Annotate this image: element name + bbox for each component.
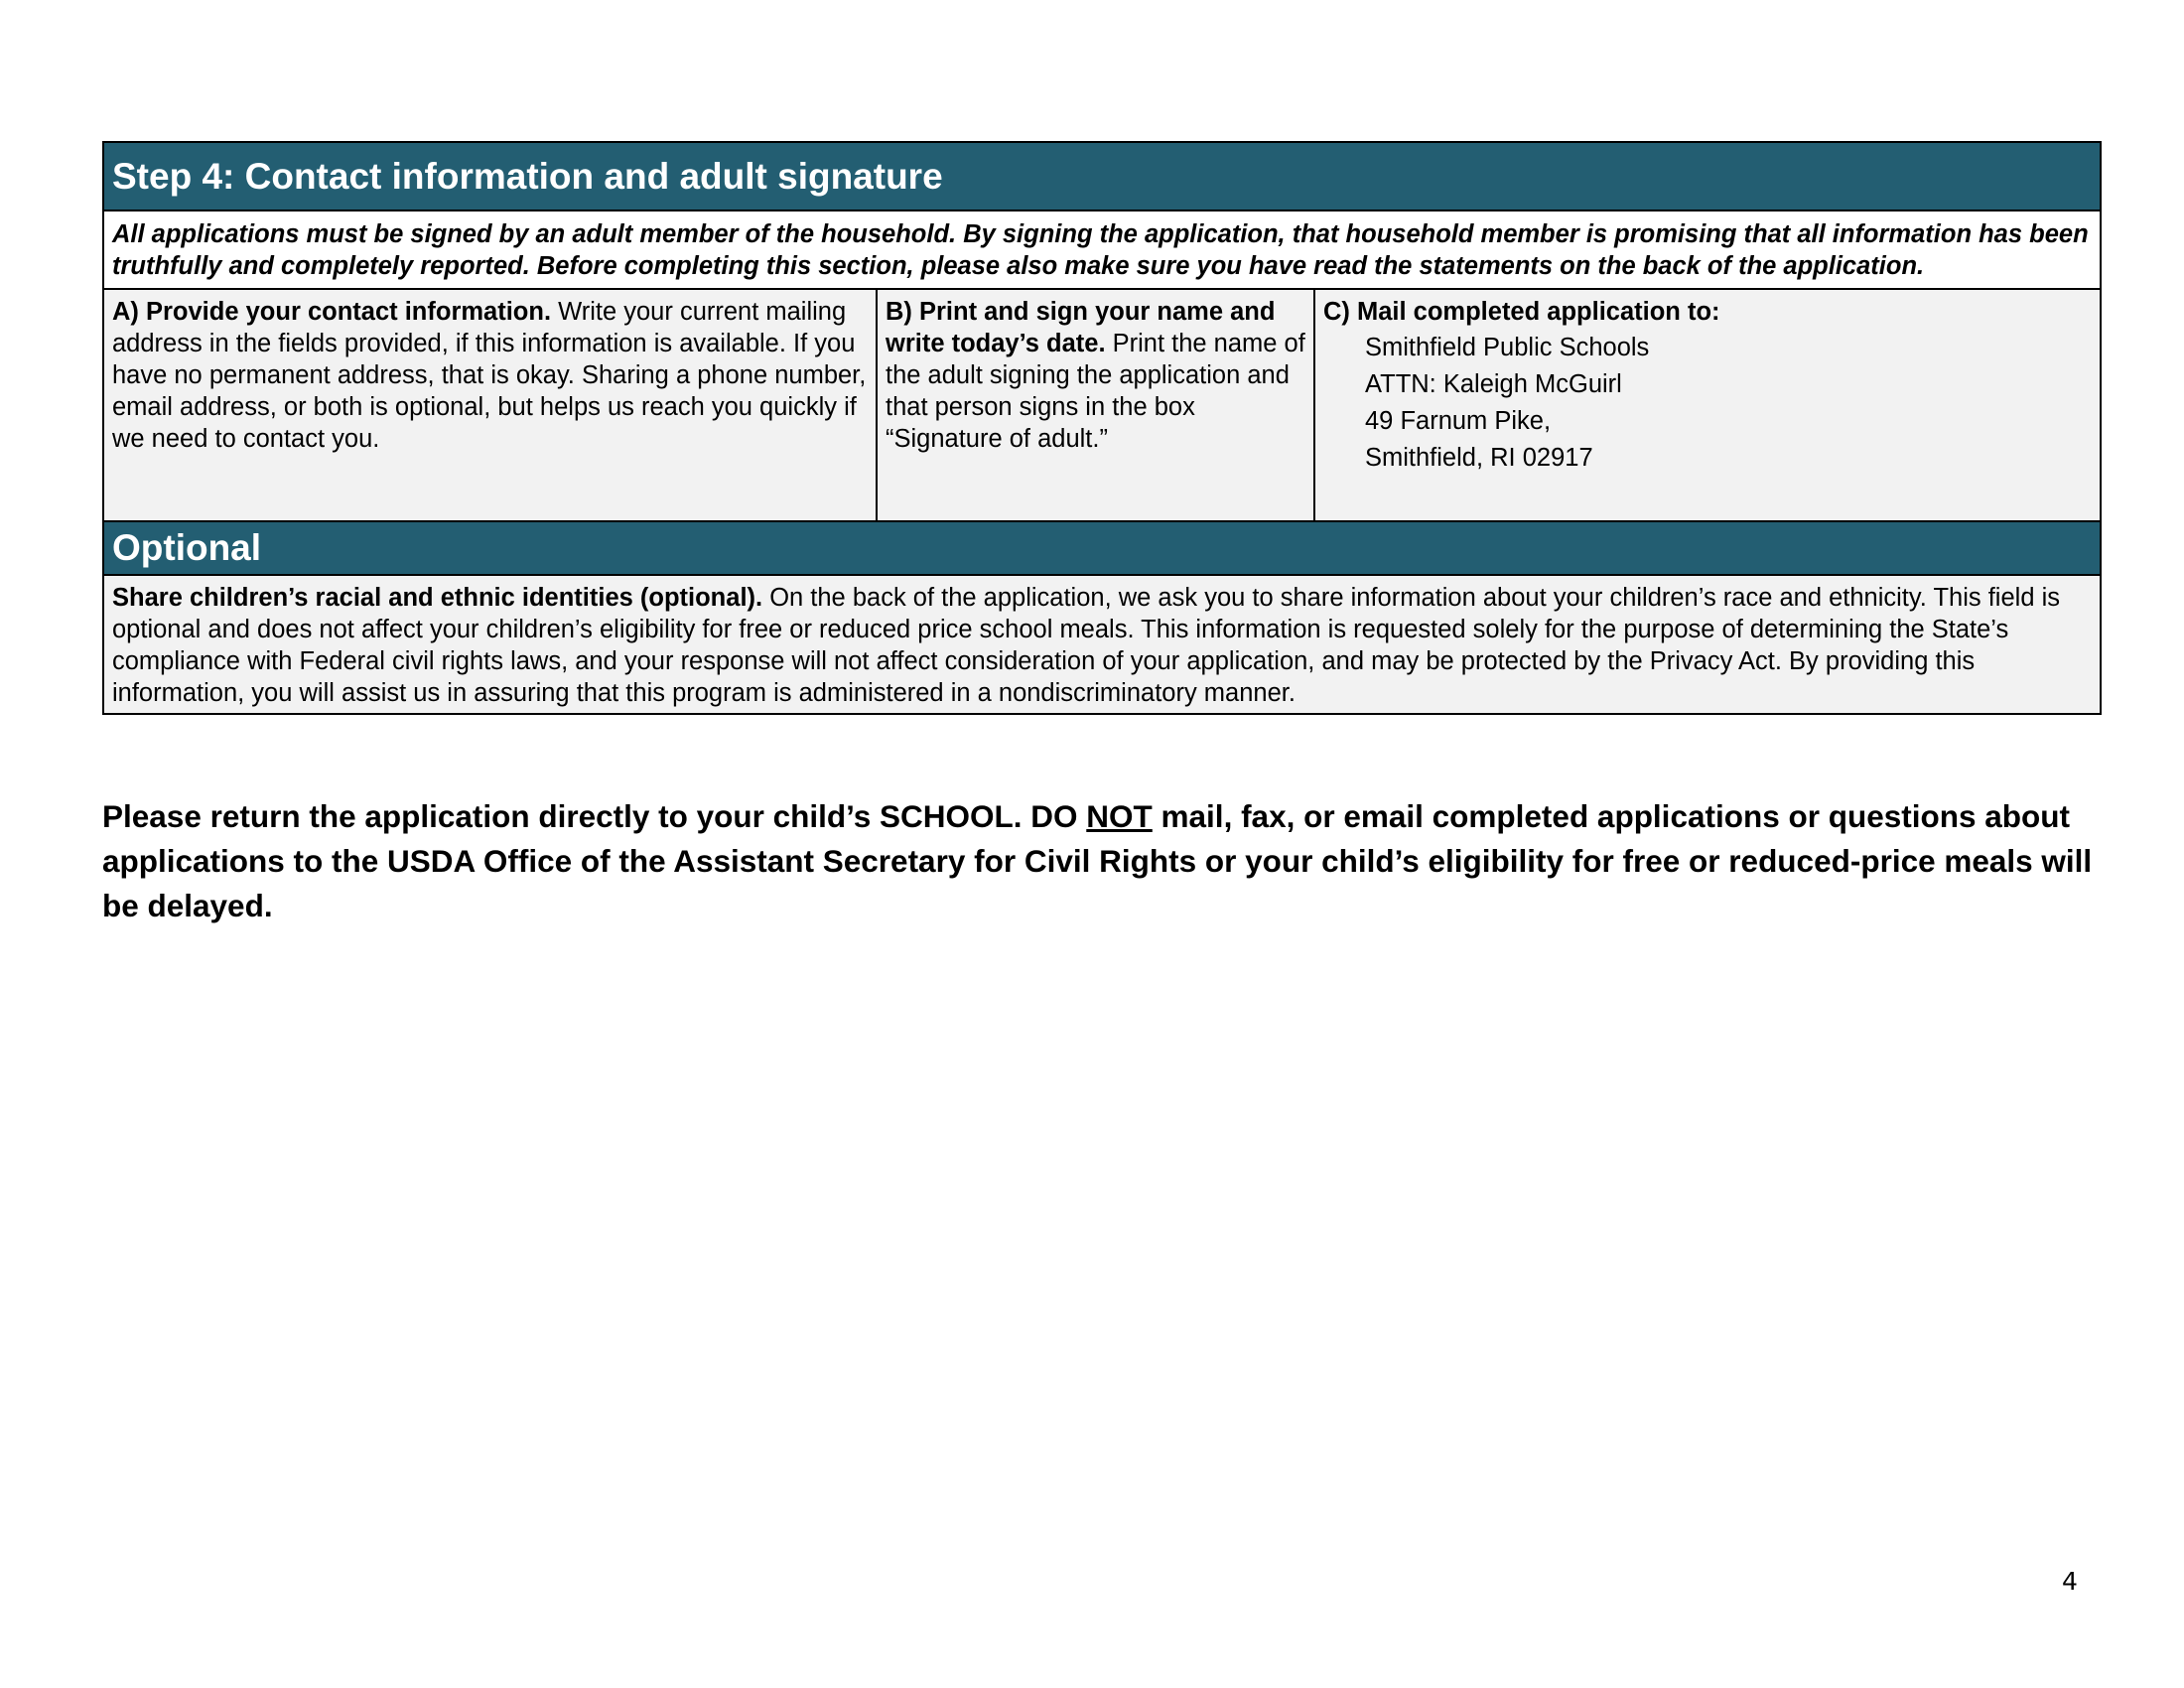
contact-info-column bbox=[104, 290, 878, 520]
signature-text: Print the name of the adult signing the application and that person signs in the box “Signature of adult.” bbox=[886, 330, 1305, 453]
mail-to-heading: C) Mail completed application to: bbox=[1323, 298, 1720, 326]
return-instructions bbox=[102, 794, 2108, 928]
step4-intro: All applications must be signed by an adult member of the household. By signing the application, that household member is promising that all information has been truthfully and completely reported. Before completing this section, please also make sure you have read the statements on the back of the application. bbox=[104, 211, 2100, 290]
contact-info-heading: A) Provide your contact information. bbox=[112, 298, 552, 326]
optional-body bbox=[104, 576, 2100, 713]
return-text-after: mail, fax, or email completed applications or questions about applications to the USDA Office of the Assistant Secretary for Civil Rights or your child’s eligibility for free or reduced-price meals will be delayed. bbox=[102, 798, 2093, 923]
return-text-emphasis: NOT bbox=[1086, 798, 1153, 834]
step4-header bbox=[104, 143, 2100, 211]
contact-info-text: Write your current mailing address in the fields provided, if this information is available. If you have no permanent address, that is okay. Sharing a phone number, email address, or both is optional, but helps us reach you quickly if we need to contact you. bbox=[112, 298, 867, 453]
signature-heading: B) Print and sign your name and write today’s date. bbox=[886, 298, 1276, 357]
optional-header bbox=[104, 520, 2100, 576]
application-form-section bbox=[102, 141, 2102, 715]
return-text-before: Please return the application directly to your child’s SCHOOL. DO bbox=[102, 798, 1087, 834]
mail-to-column bbox=[1315, 290, 2100, 520]
mail-address-line: Smithfield, RI 02917 bbox=[1365, 444, 1593, 472]
optional-text: On the back of the application, we ask you to share information about your children’s race and ethnicity. This field is optional and does not affect your children’s eligibility for free or reduced price school meals. This information is requested solely for the purpose of determining the State’s compliance with Federal civil rights laws, and your response will not affect consideration of your application, and may be protected by the Privacy Act. By providing this information, you will assist us in assuring that this program is administered in a nondiscriminatory manner. bbox=[112, 584, 2060, 707]
step4-columns bbox=[104, 290, 2100, 520]
mail-address-line: 49 Farnum Pike, bbox=[1365, 407, 1552, 435]
step4-title: Step 4: Contact information and adult signature bbox=[112, 155, 943, 197]
signature-column bbox=[878, 290, 1315, 520]
mail-address-line: ATTN: Kaleigh McGuirl bbox=[1365, 370, 1622, 398]
optional-heading: Share children’s racial and ethnic identities (optional). bbox=[112, 584, 763, 612]
mail-address-line: Smithfield Public Schools bbox=[1365, 334, 1650, 361]
optional-title: Optional bbox=[112, 527, 262, 568]
page-number: 4 bbox=[2062, 1567, 2078, 1596]
